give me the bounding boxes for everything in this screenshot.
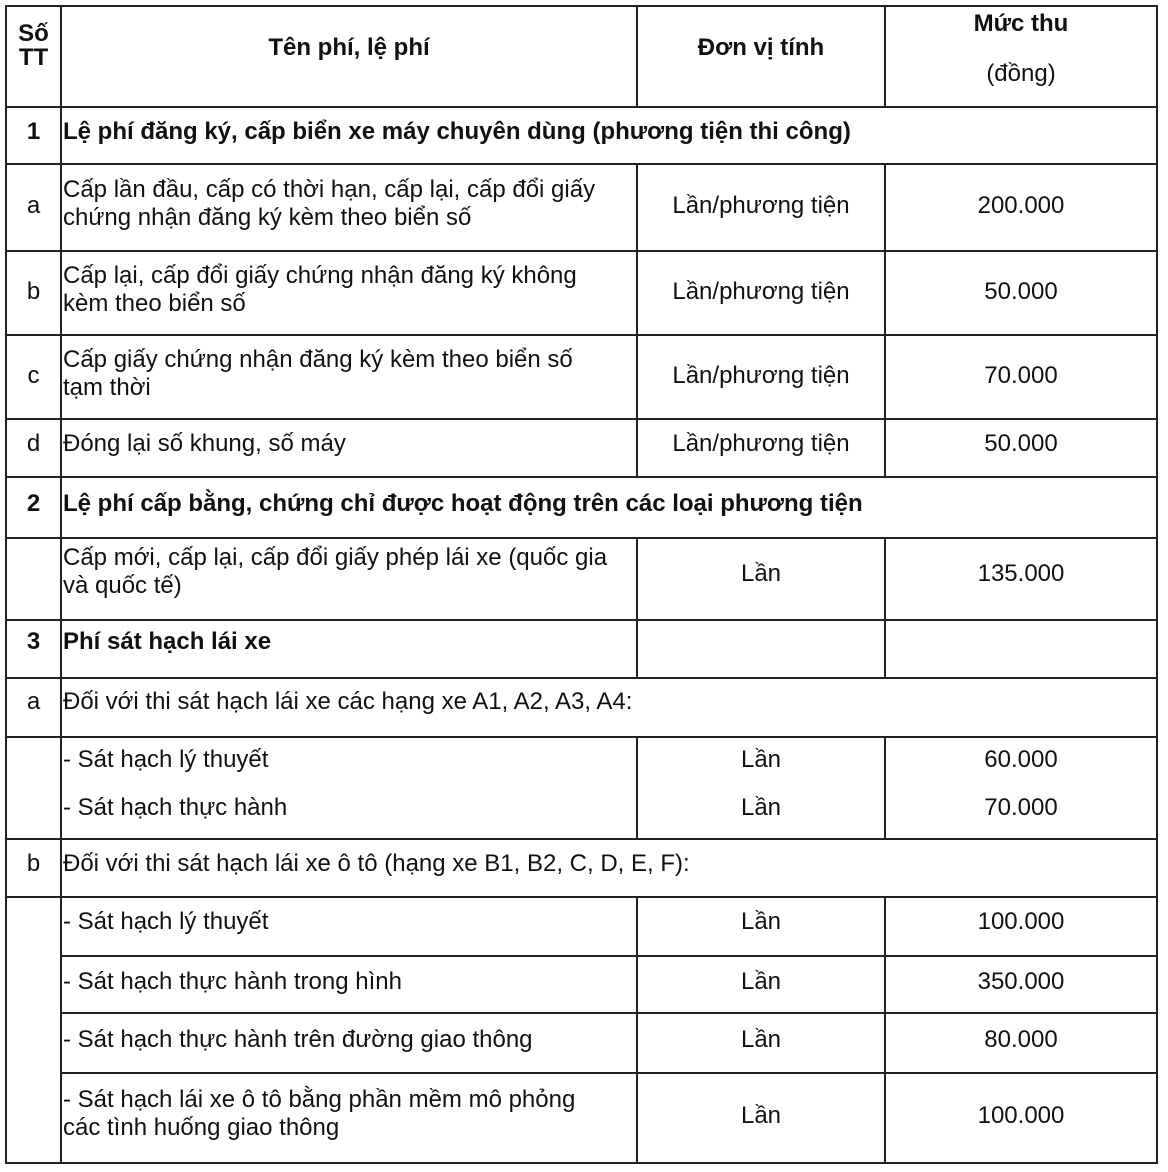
item-unit: Lần [740, 908, 782, 935]
row-stt: a [26, 192, 41, 219]
header-name: Tên phí, lệ phí [268, 34, 430, 61]
row-name: Đóng lại số khung, số máy [63, 430, 346, 457]
col-divider [636, 537, 638, 679]
row-divider [5, 250, 1158, 252]
subsection-title: Đối với thi sát hạch lái xe ô tô (hạng xe B1, B2, C, D, E, F): [63, 850, 690, 877]
row-unit: Lần/phương tiện [672, 362, 850, 389]
table-border-left [5, 5, 7, 1164]
item-name-line2: các tình huống giao thông [63, 1114, 340, 1141]
row-divider [5, 476, 1158, 478]
section-title: Phí sát hạch lái xe [63, 628, 272, 655]
row-divider [60, 1012, 1158, 1014]
row-name [63, 346, 573, 402]
row-amount: 50.000 [984, 430, 1058, 457]
row-unit: Lần/phương tiện [672, 430, 850, 457]
row-divider [5, 334, 1158, 336]
row-divider [5, 736, 1158, 738]
row-stt: b [26, 278, 41, 305]
item-amount: 80.000 [984, 1026, 1058, 1053]
item-name: - Sát hạch thực hành trong hình [63, 968, 402, 995]
row-name-line1: Cấp lần đầu, cấp có thời hạn, cấp lại, cấp đổi giấy [63, 176, 596, 203]
row-name-line2: và quốc tế) [63, 572, 182, 599]
row-stt: b [26, 850, 41, 877]
row-divider [5, 418, 1158, 420]
header-amount-unit: (đồng) [986, 60, 1056, 87]
row-amount: 50.000 [984, 278, 1058, 305]
row-name-line2: kèm theo biển số [63, 290, 246, 317]
col-divider [884, 537, 886, 679]
row-stt: c [27, 362, 40, 389]
row-divider [60, 1072, 1158, 1074]
item-unit: Lần [740, 1102, 782, 1129]
col-divider [60, 5, 62, 1164]
row-name-line2: tạm thời [63, 374, 151, 401]
item-name-line1: - Sát hạch lái xe ô tô bằng phần mềm mô phỏng [63, 1086, 576, 1113]
row-unit: Lần/phương tiện [672, 278, 850, 305]
item-name: - Sát hạch thực hành trên đường giao thông [63, 1026, 533, 1053]
row-divider [5, 106, 1158, 108]
item-amount: 70.000 [984, 794, 1058, 821]
table-border-bottom [5, 1162, 1158, 1164]
row-name [63, 176, 595, 232]
table-border-top [5, 5, 1158, 7]
row-divider [5, 163, 1158, 165]
row-name-line1: Cấp lại, cấp đổi giấy chứng nhận đăng ký không [63, 262, 577, 289]
row-unit: Lần [740, 560, 782, 587]
row-stt: a [26, 688, 41, 715]
item-unit: Lần [740, 746, 782, 773]
header-stt-line2: TT [18, 44, 49, 71]
row-divider [5, 838, 1158, 840]
row-unit: Lần/phương tiện [672, 192, 850, 219]
item-unit: Lần [740, 968, 782, 995]
row-name-line1: Cấp mới, cấp lại, cấp đổi giấy phép lái xe (quốc gia [63, 544, 608, 571]
item-unit: Lần [740, 1026, 782, 1053]
row-name [63, 262, 577, 318]
item-amount: 350.000 [977, 968, 1065, 995]
section-number: 2 [26, 490, 41, 517]
row-amount: 135.000 [977, 560, 1065, 587]
section-title: Lệ phí đăng ký, cấp biển xe máy chuyên dùng (phương tiện thi công) [63, 118, 851, 145]
header-stt-line1: Số [18, 20, 49, 47]
item-name [63, 1086, 575, 1142]
row-name-line1: Cấp giấy chứng nhận đăng ký kèm theo biển số [63, 346, 573, 373]
table-border-right [1156, 5, 1158, 1164]
section-number: 3 [26, 628, 41, 655]
row-stt: d [26, 430, 41, 457]
header-unit: Đơn vị tính [697, 34, 825, 61]
row-divider [5, 677, 1158, 679]
row-amount: 70.000 [984, 362, 1058, 389]
item-amount: 100.000 [977, 908, 1065, 935]
item-name: - Sát hạch lý thuyết [63, 746, 269, 773]
row-divider [60, 955, 1158, 957]
row-divider [5, 896, 1158, 898]
row-name-line2: chứng nhận đăng ký kèm theo biển số [63, 204, 472, 231]
item-amount: 60.000 [984, 746, 1058, 773]
row-divider [5, 537, 1158, 539]
row-divider [5, 619, 1158, 621]
item-name: - Sát hạch lý thuyết [63, 908, 269, 935]
item-unit: Lần [740, 794, 782, 821]
section-number: 1 [26, 118, 41, 145]
header-stt [7, 22, 60, 70]
row-amount: 200.000 [977, 192, 1065, 219]
item-amount: 100.000 [977, 1102, 1065, 1129]
header-amount-title: Mức thu [973, 10, 1069, 37]
row-name [63, 544, 607, 600]
section-title: Lệ phí cấp bằng, chứng chỉ được hoạt động trên các loại phương tiện [63, 490, 863, 517]
subsection-title: Đối với thi sát hạch lái xe các hạng xe A1, A2, A3, A4: [63, 688, 633, 715]
item-name: - Sát hạch thực hành [63, 794, 288, 821]
